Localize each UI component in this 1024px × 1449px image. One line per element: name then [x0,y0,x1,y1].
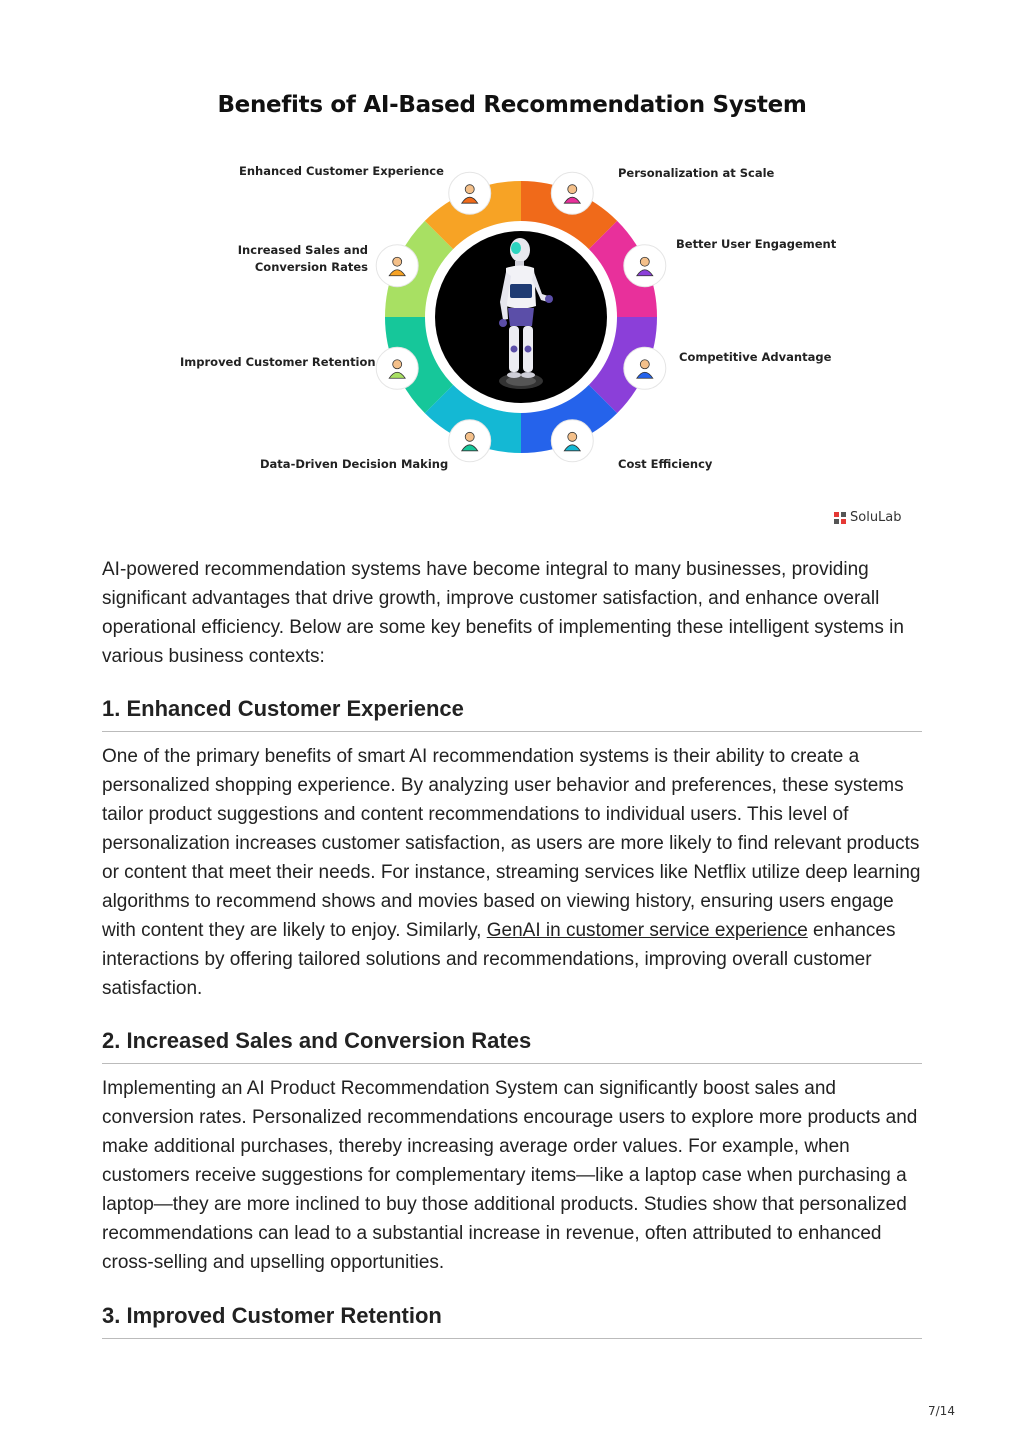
brand-name: SoluLab [850,510,902,525]
label-competitive-advantage: Competitive Advantage [679,350,832,364]
label-cost-efficiency: Cost Efficiency [618,457,713,471]
label-increased-sales-line-1: Increased Sales and [237,243,368,257]
section-heading-1: 1. Enhanced Customer Experience [102,696,922,732]
rating-user-icon [449,172,491,214]
article-content [102,555,922,1339]
figure-title: Benefits of AI-Based Recommendation System [217,92,807,118]
label-improved-customer-retention: Improved Customer Retention [180,355,376,369]
brand-logo [834,510,902,525]
benefits-wheel [170,80,920,500]
label-enhanced-customer-experience: Enhanced Customer Experience [239,164,444,178]
section-heading-2: 2. Increased Sales and Conversion Rates [102,1028,922,1064]
analytics-icon [449,420,491,462]
growth-chart-icon [624,347,666,389]
label-increased-sales [228,242,368,276]
label-increased-sales-line-2: Conversion Rates [254,260,368,274]
genai-customer-service-link[interactable]: GenAI in customer service experience [486,920,808,941]
label-data-driven-decision-making: Data-Driven Decision Making [260,457,449,471]
section-1-text-a: One of the primary benefits of smart AI recommendation systems is their ability to create a personalized shopping experience. By analyzing user behavior and preferences, these systems tailor product suggestions and content recommendations to individual users. This level of personalization increases customer satisfaction, as users are more likely to find relevant products or content that meet their needs. For instance, streaming services like Netflix utilize deep learning algorithms to recommend shows and movies based on viewing history, ensuring users engage with content they are likely to enjoy. Similarly, [102,746,921,941]
label-better-user-engagement: Better User Engagement [676,237,837,251]
section-paragraph-2: Implementing an AI Product Recommendation System can significantly boost sales and conversion rates. Personalized recommendations encourage users to explore more products and make additional purchases, thereby increasing average order values. For example, when customers receive suggestions for complementary items—like a laptop case when purchasing a laptop—they are more inclined to buy those additional products. Studies show that personalized recommendations can lead to a substantial increase in revenue, often attributed to enhanced cross-selling and upselling opportunities. [102,1078,918,1273]
benefits-figure [170,80,920,540]
handshake-icon [624,245,666,287]
retention-icon [376,347,418,389]
funnel-icon [376,245,418,287]
intro-paragraph: AI-powered recommendation systems have become integral to many businesses, providing significant advantages that drive growth, improve customer satisfaction, and enhance overall operational efficiency. Below are some key benefits of implementing these intelligent systems in various business contexts: [102,559,904,667]
settings-chart-icon [551,420,593,462]
solulab-logo-icon [834,512,846,524]
section-paragraph-1 [102,742,922,1003]
label-personalization-at-scale: Personalization at Scale [618,166,775,180]
hand-user-icon [551,172,593,214]
page-number: 7/14 [928,1404,955,1418]
section-heading-3: 3. Improved Customer Retention [102,1303,922,1339]
section-1-text-b: enhances interactions by offering tailored solutions and recommendations, improving overall customer satisfaction. [102,920,896,999]
